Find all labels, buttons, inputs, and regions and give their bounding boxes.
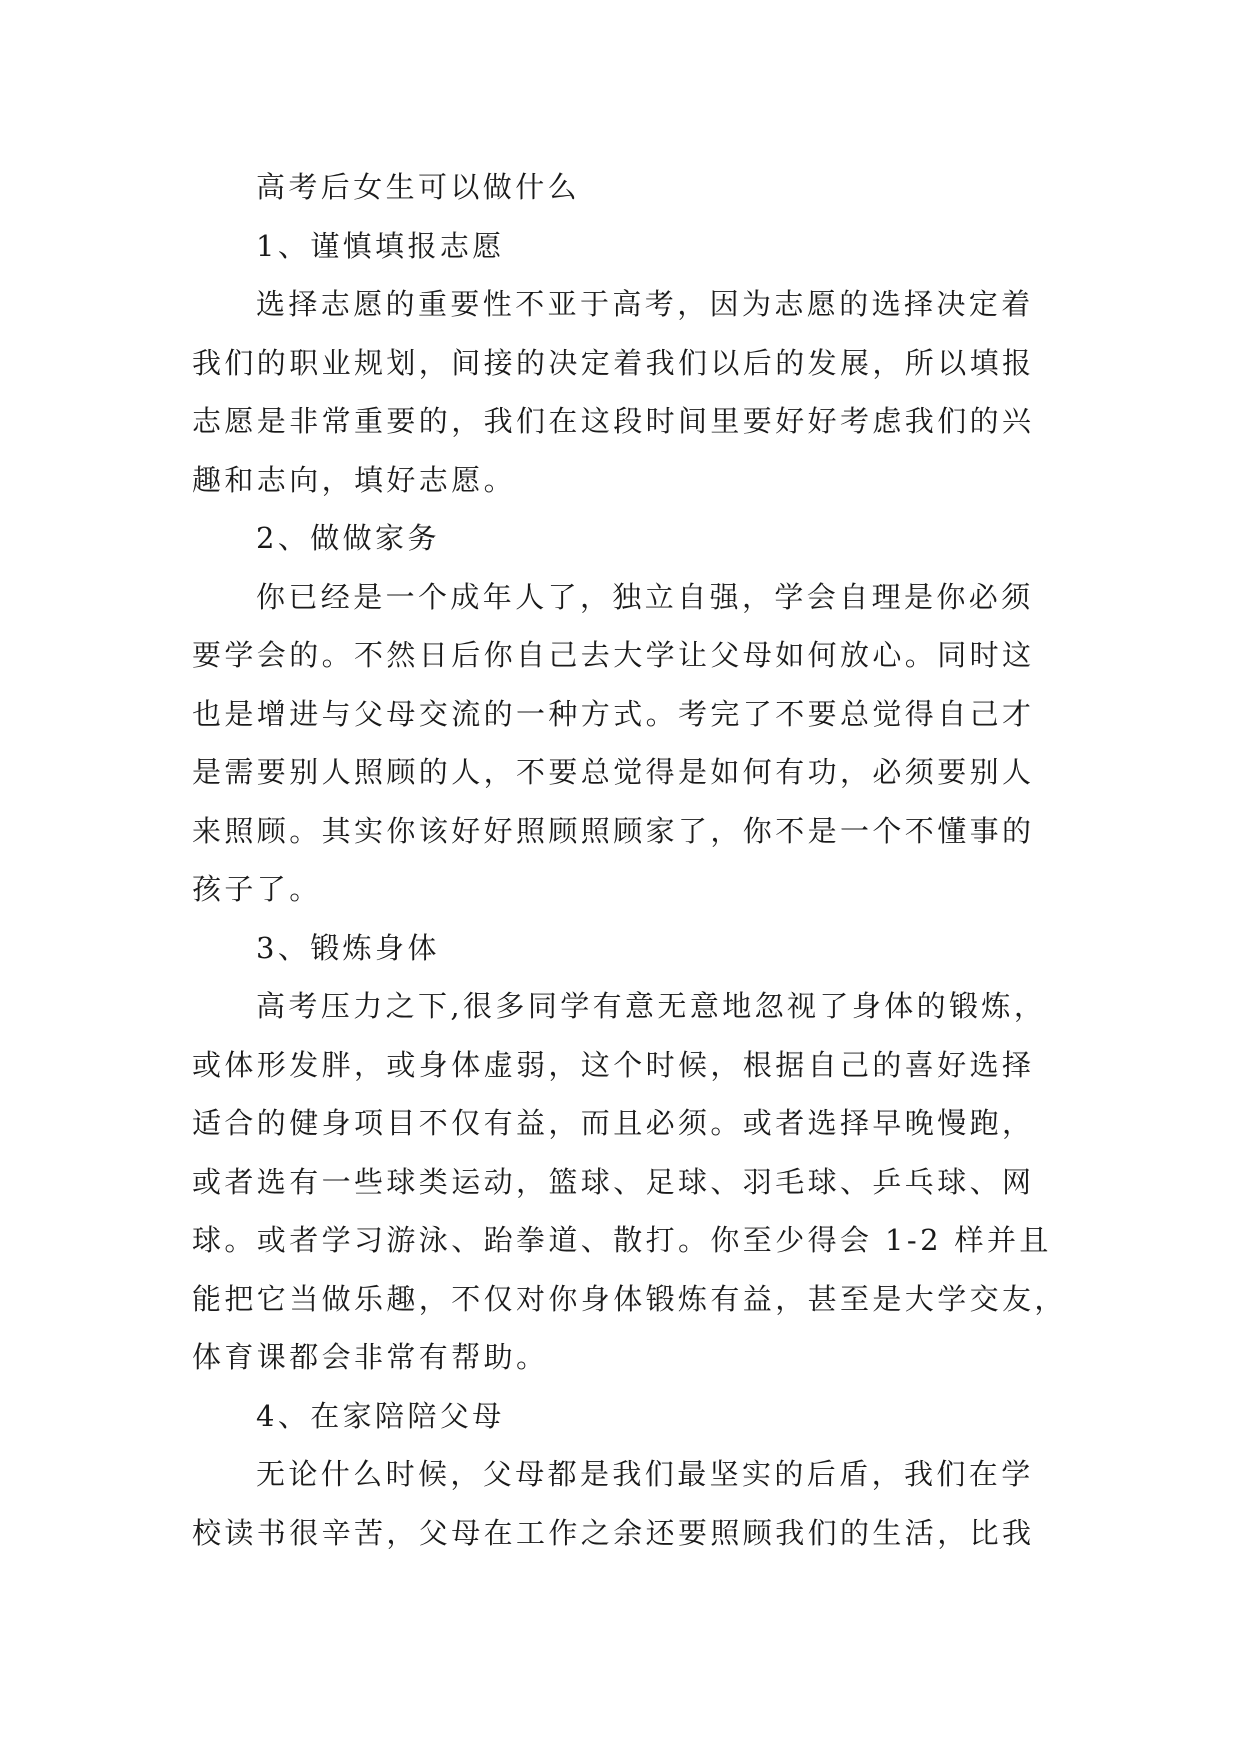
paragraph-line: 或者选有一些球类运动，篮球、足球、羽毛球、乒乓球、网 xyxy=(192,1164,1035,1199)
paragraph-line: 无论什么时候，父母都是我们最坚实的后盾，我们在学 xyxy=(256,1457,1034,1491)
document-body xyxy=(192,158,1072,1562)
paragraph-line: 或体形发胖，或身体虚弱，这个时候，根据自己的喜好选择 xyxy=(192,1047,1035,1082)
paragraph-line: 趣和志向，填好志愿。 xyxy=(192,462,517,497)
paragraph-line: 适合的健身项目不仅有益，而且必须。或者选择早晚慢跑， xyxy=(192,1106,1035,1140)
section-heading-2: 2、做做家务 xyxy=(256,521,440,555)
section-heading-3: 3、锻炼身体 xyxy=(256,930,440,965)
paragraph-line: 高考压力之下,很多同学有意无意地忽视了身体的锻炼， xyxy=(256,989,1047,1023)
paragraph-line: 是需要别人照顾的人，不要总觉得是如何有功，必须要别人 xyxy=(192,755,1035,789)
paragraph-line: 你已经是一个成年人了，独立自强，学会自理是你必须 xyxy=(256,579,1034,614)
section-heading-1: 1、谨慎填报志愿 xyxy=(256,228,505,263)
paragraph-line: 来照顾。其实你该好好照顾照顾家了，你不是一个不懂事的 xyxy=(192,813,1035,848)
paragraph-line: 选择志愿的重要性不亚于高考，因为志愿的选择决定着 xyxy=(256,287,1034,321)
paragraph-line: 要学会的。不然日后你自己去大学让父母如何放心。同时这 xyxy=(192,638,1035,672)
section-heading-4: 4、在家陪陪父母 xyxy=(256,1398,505,1433)
paragraph-line: 体育课都会非常有帮助。 xyxy=(192,1340,549,1374)
paragraph-line: 校读书很辛苦，父母在工作之余还要照顾我们的生活，比我 xyxy=(192,1515,1035,1550)
document-title: 高考后女生可以做什么 xyxy=(256,170,581,204)
paragraph-line: 志愿是非常重要的，我们在这段时间里要好好考虑我们的兴 xyxy=(192,404,1035,438)
paragraph-line: 能把它当做乐趣，不仅对你身体锻炼有益，甚至是大学交友， xyxy=(192,1281,1067,1316)
paragraph-line: 也是增进与父母交流的一种方式。考完了不要总觉得自己才 xyxy=(192,696,1035,731)
paragraph-line: 我们的职业规划，间接的决定着我们以后的发展，所以填报 xyxy=(192,345,1035,380)
paragraph-line: 球。或者学习游泳、跆拳道、散打。你至少得会 1-2 样并且 xyxy=(192,1223,1052,1257)
paragraph-line: 孩子了。 xyxy=(192,872,322,906)
